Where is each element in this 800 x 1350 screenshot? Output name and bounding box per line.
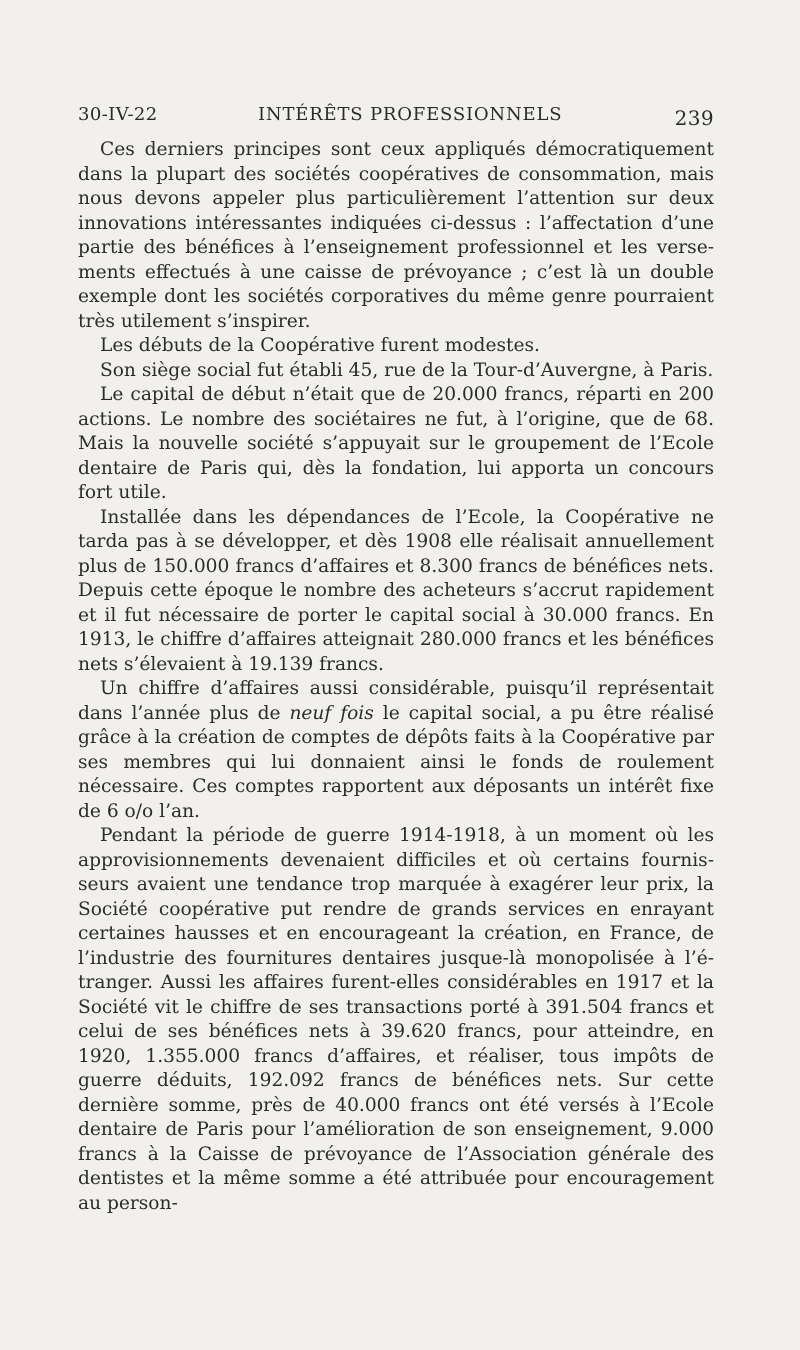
- page-number: 239: [674, 106, 714, 130]
- section-title: INTÉRÊTS PROFESSIONNELS: [258, 104, 563, 125]
- paragraph-text: le capital social, a pu être réalisé grâce à la création de comptes de dépôts faits à la Coopérative par ses membres qui lui donnaient ainsi le fonds de roulement nécessaire. Ces comptes rapportent aux déposants un intérêt fixe de 6 o/o l’an.: [78, 702, 715, 822]
- paragraph: Son siège social fut établi 45, rue de la Tour-d’Auvergne, à Paris.: [100, 359, 714, 381]
- paragraph: Le capital de début n’était que de 20.000 francs, réparti en 200 actions. Le nombre des sociétaires ne fut, à l’origine, que de 68. Mais la nouvelle société s’appuyait sur le groupement de l’Ecole dentaire de Paris qui, dès la fondation, lui apporta un concours fort utile.: [78, 384, 714, 503]
- paragraph: Pendant la période de guerre 1914-1918, à un moment où les approvisionnements devenaient difficiles et où certains fournisseurs avaient une tendance trop marquée à exagérer leur prix, la Société coopérative put rendre de grands services en enrayant certaines hausses et en encourageant la création, en France, de l’industrie des fournitures dentaires jusque-là monopolisée à l’étranger. Aussi les affaires furent-elles considérables en 1917 et la Société vit le chiffre de ses transactions porté à 391.504 francs et celui de ses bénéfices nets à 39.620 francs, pour atteindre, en 1920, 1.355.000 francs d’affaires, et réaliser, tous impôts de guerre déduits, 192.092 francs de bénéfices nets. Sur cette dernière somme, près de 40.000 francs ont été versés à l’Ecole dentaire de Paris pour l’amélioration de son enseignement, 9.000 francs à la Caisse de prévoyance de l’Association générale des dentistes et la même somme a été attribuée pour encouragement au person-: [78, 825, 714, 1214]
- paragraph: Installée dans les dépendances de l’Ecole, la Coopérative ne tarda pas à se développer, et dès 1908 elle réalisait annuellement plus de 150.000 francs d’affaires et 8.300 francs de bénéfices nets. Depuis cette époque le nombre des acheteurs s’accrut rapidement et il fut nécessaire de porter le capital social à 30.000 francs. En 1913, le chiffre d’affaires atteignait 280.000 francs et les bénéfices nets s’élevaient à 19.139 francs.: [78, 506, 714, 675]
- paragraph: [78, 677, 714, 824]
- paragraph: Les débuts de la Coopérative furent modestes.: [100, 335, 540, 356]
- paragraph-text: Un chiffre d’affaires aussi considérable, puisqu’il représentait dans l’année plus de: [78, 678, 714, 724]
- paragraph: Ces derniers principes sont ceux appliqués démocratiquement dans la plupart des sociétés coopératives de consommation, mais nous devons appeler plus particulièrement l’attention sur deux innovations intéressantes indiquées ci-dessus : l’affectation d’une partie des bénéfices à l’enseignement professionnel et les versements effectués à une caisse de prévoyance ; c’est là un double exemple dont les sociétés corporatives du même genre pourraient très utilement s’inspirer.: [78, 139, 714, 332]
- issue-date: 30-IV-22: [78, 104, 158, 125]
- running-head: [78, 104, 714, 138]
- emphasis-text: neuf fois: [289, 702, 374, 724]
- body-text: [78, 138, 714, 1216]
